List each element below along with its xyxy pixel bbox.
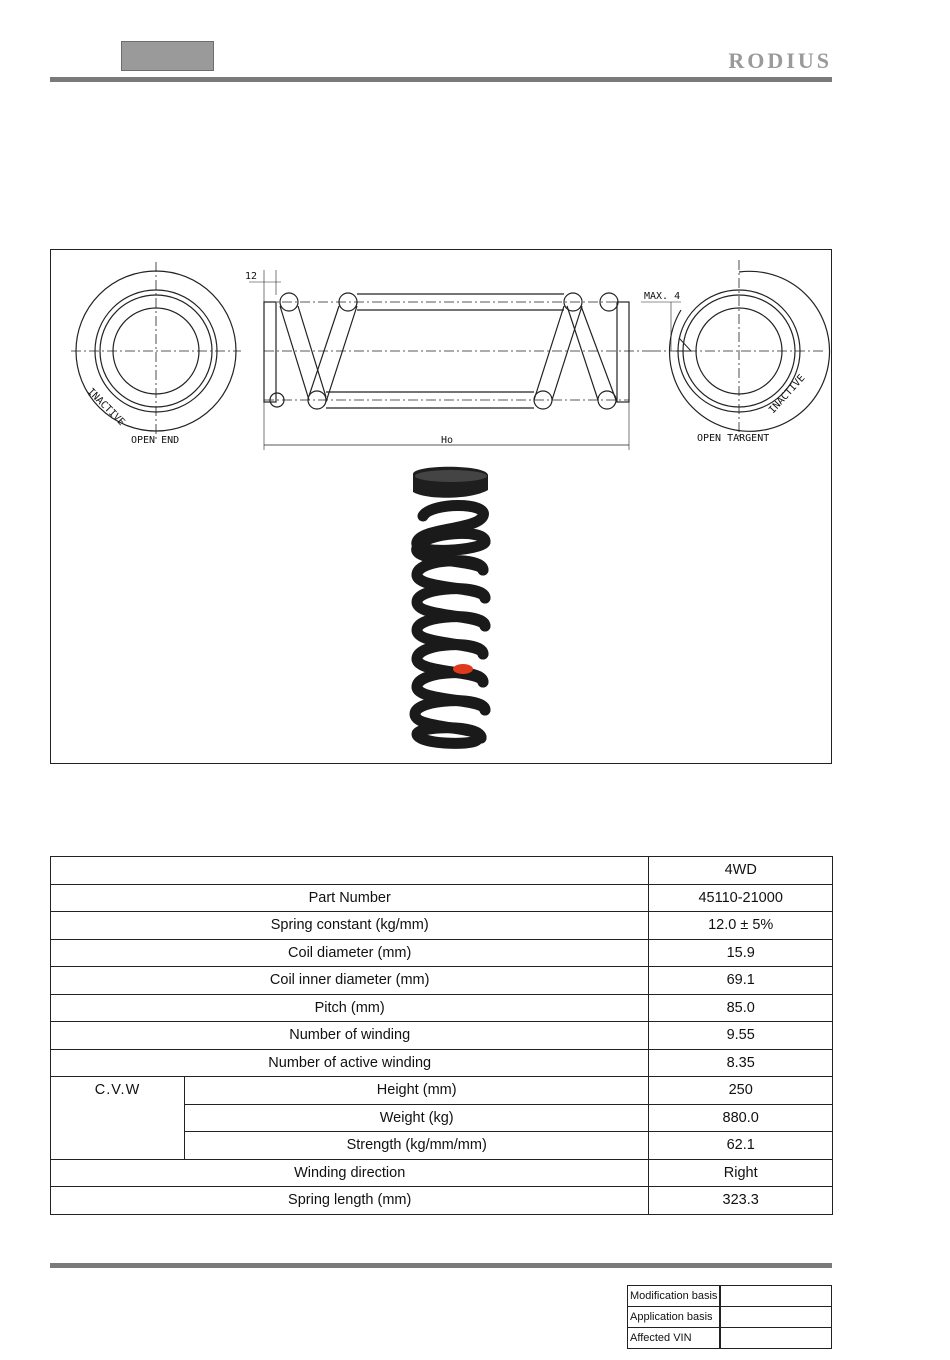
spring-side-view: [249, 270, 681, 450]
row-value: 250: [649, 1077, 833, 1105]
row-value: 15.9: [649, 939, 833, 967]
table-row: [628, 1307, 832, 1328]
row-value: 880.0: [649, 1104, 833, 1132]
row-label: Number of winding: [51, 1022, 649, 1050]
table-row: [51, 912, 833, 940]
inactive-label-left: INACTIVE: [84, 386, 127, 429]
row-label: Pitch (mm): [51, 994, 649, 1022]
open-tangent-label: OPEN TARGENT: [697, 433, 770, 444]
table-row: [51, 967, 833, 995]
row-value: 9.55: [649, 1022, 833, 1050]
modification-table: [627, 1285, 832, 1349]
table-row: [51, 939, 833, 967]
dim-pitch: 12: [245, 271, 258, 282]
row-value: 69.1: [649, 967, 833, 995]
spring-figure: [50, 249, 832, 764]
open-end-view: [71, 262, 241, 440]
spring-photo: [413, 467, 488, 744]
header-rule: [50, 77, 832, 82]
modification-basis-value: [720, 1286, 831, 1307]
row-value: 62.1: [649, 1132, 833, 1160]
table-row: [51, 994, 833, 1022]
open-end-label: OPEN END: [131, 435, 180, 446]
table-row: [51, 1049, 833, 1077]
spring-drawing: [51, 250, 833, 765]
row-value: Right: [649, 1159, 833, 1187]
row-value: 12.0 ± 5%: [649, 912, 833, 940]
application-basis-value: [720, 1307, 831, 1328]
open-tangent-view: [651, 260, 830, 440]
table-row: [51, 1022, 833, 1050]
row-value: 323.3: [649, 1187, 833, 1215]
affected-vin-label: Affected VIN: [628, 1328, 721, 1349]
table-row: [51, 1187, 833, 1215]
row-label: Strength (kg/mm/mm): [185, 1132, 649, 1160]
spec-table: [50, 856, 833, 1215]
spec-column-header: 4WD: [649, 857, 833, 885]
row-label: Part Number: [51, 884, 649, 912]
spec-header-row: [51, 857, 833, 885]
dim-max: MAX. 4: [644, 291, 681, 302]
row-value: 85.0: [649, 994, 833, 1022]
row-label: Coil inner diameter (mm): [51, 967, 649, 995]
affected-vin-value: [720, 1328, 831, 1349]
footer-rule: [50, 1263, 832, 1268]
spec-header-empty: [51, 857, 649, 885]
table-row: [628, 1328, 832, 1349]
table-row: [628, 1286, 832, 1307]
row-label: Height (mm): [185, 1077, 649, 1105]
table-row: [51, 1077, 833, 1105]
row-label: Coil diameter (mm): [51, 939, 649, 967]
modification-basis-label: Modification basis: [628, 1286, 721, 1307]
dim-length: Ho: [441, 435, 454, 446]
row-value: 45110-21000: [649, 884, 833, 912]
row-label: Spring constant (kg/mm): [51, 912, 649, 940]
table-row: [51, 1159, 833, 1187]
row-label: Spring length (mm): [51, 1187, 649, 1215]
brand-logo: RODIUS: [728, 48, 832, 73]
cvw-label: C.V.W: [51, 1077, 185, 1160]
row-label: Weight (kg): [185, 1104, 649, 1132]
row-label: Winding direction: [51, 1159, 649, 1187]
header-tab: [121, 41, 214, 71]
row-label: Number of active winding: [51, 1049, 649, 1077]
inactive-label-right: INACTIVE: [767, 372, 808, 417]
application-basis-label: Application basis: [628, 1307, 721, 1328]
row-value: 8.35: [649, 1049, 833, 1077]
table-row: [51, 884, 833, 912]
